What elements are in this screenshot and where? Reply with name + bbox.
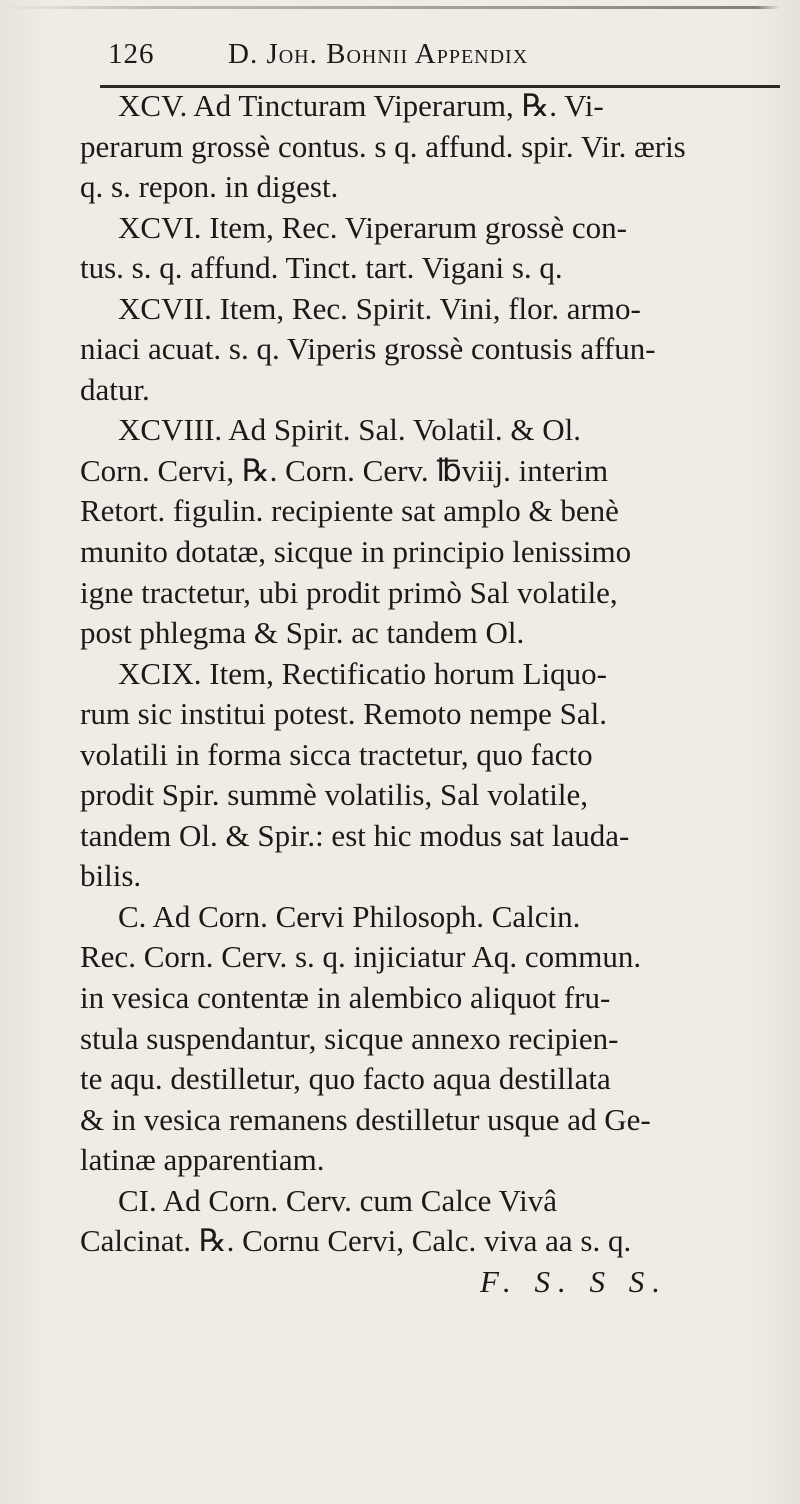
- text-line: perarum grossè contus. s q. affund. spir. Vir. æris: [80, 128, 686, 164]
- text-line: bilis.: [80, 858, 142, 894]
- text-line: stula suspendantur, sicque annexo recipien-: [80, 1020, 619, 1056]
- text-line: niaci acuat. s. q. Viperis grossè contusis affun-: [80, 331, 656, 367]
- text-line: XCVI. Item, Rec. Viperarum grossè con-: [118, 209, 627, 245]
- text-line: XCVII. Item, Rec. Spirit. Vini, flor. armo-: [118, 290, 641, 326]
- text-line: XCV. Ad Tincturam Viperarum, ℞. Vi-: [118, 88, 604, 123]
- text-line: CI. Ad Corn. Cerv. cum Calce Vivâ: [118, 1182, 557, 1218]
- text-line: q. s. repon. in digest.: [80, 169, 339, 205]
- text-line: te aqu. destilletur, quo facto aqua destillata: [80, 1061, 611, 1097]
- running-head-title: D. Joh. Bohnii Appendix: [228, 38, 529, 70]
- text-line: Retort. figulin. recipiente sat amplo & benè: [80, 493, 619, 529]
- text-line: in vesica contentæ in alembico aliquot fru-: [80, 980, 611, 1016]
- running-head: [108, 38, 780, 86]
- text-line: & in vesica remanens destilletur usque ad Ge-: [80, 1101, 651, 1137]
- top-edge-rule: [0, 6, 780, 9]
- text-line: XCIX. Item, Rectificatio horum Liquo-: [118, 655, 607, 691]
- text-line: tandem Ol. & Spir.: est hic modus sat lauda-: [80, 817, 630, 853]
- formula-signature: F. S. S S.: [480, 1263, 668, 1299]
- text-line: latinæ apparentiam.: [80, 1142, 325, 1178]
- text-line: Calcinat. ℞. Cornu Cervi, Calc. viva aa s. q.: [80, 1223, 632, 1259]
- text-line: munito dotatæ, sicque in principio lenissimo: [80, 534, 632, 570]
- text-line: XCVIII. Ad Spirit. Sal. Volatil. & Ol.: [118, 412, 582, 448]
- body-text: [80, 86, 790, 1302]
- text-line: igne tractetur, ubi prodit primò Sal volatile,: [80, 574, 618, 610]
- text-line: tus. s. q. affund. Tinct. tart. Vigani s. q.: [80, 250, 563, 286]
- text-line: datur.: [80, 371, 150, 407]
- text-line: Rec. Corn. Cerv. s. q. injiciatur Aq. commun.: [80, 939, 642, 975]
- text-line: C. Ad Corn. Cervi Philosoph. Calcin.: [118, 898, 581, 934]
- text-line: prodit Spir. summè volatilis, Sal volatile,: [80, 777, 589, 813]
- page-number: 126: [108, 38, 155, 70]
- text-line: Corn. Cervi, ℞. Corn. Cerv. ℔viij. interim: [80, 452, 609, 488]
- text-line: rum sic institui potest. Remoto nempe Sal.: [80, 696, 607, 732]
- text-line: volatili in forma sicca tractetur, quo facto: [80, 736, 593, 772]
- text-line: post phlegma & Spir. ac tandem Ol.: [80, 615, 525, 651]
